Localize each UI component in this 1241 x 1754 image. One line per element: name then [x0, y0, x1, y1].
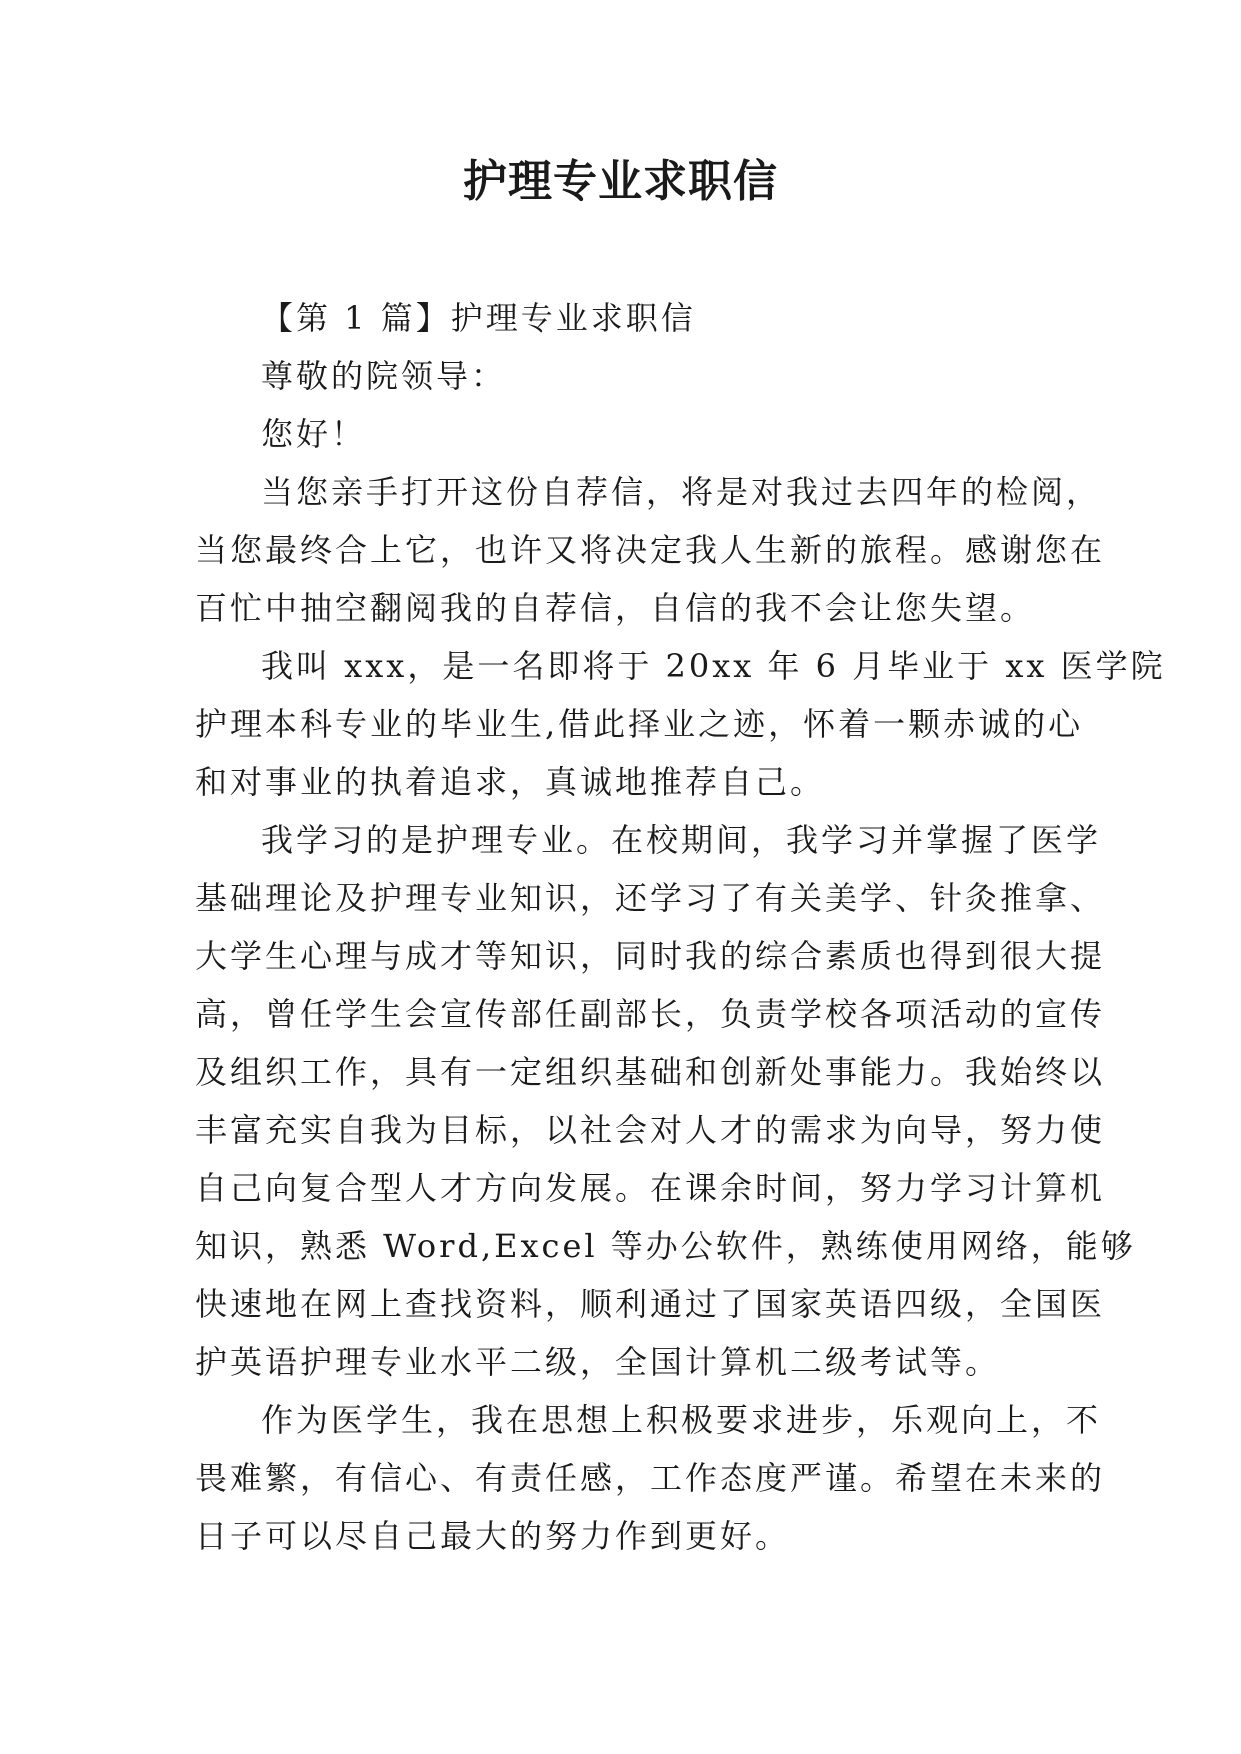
paragraph-line: 知识，熟悉 Word,Excel 等办公软件，熟练使用网络，能够: [195, 1227, 1136, 1265]
paragraph-line: 当您亲手打开这份自荐信，将是对我过去四年的检阅，: [261, 473, 1102, 511]
paragraph-line: 作为医学生，我在思想上积极要求进步，乐观向上，不: [261, 1401, 1102, 1439]
section-heading: 【第 1 篇】护理专业求职信: [261, 299, 696, 337]
paragraph-line: 丰富充实自我为目标，以社会对人才的需求为向导，努力使: [195, 1111, 1106, 1149]
paragraph-line: 当您最终合上它，也许又将决定我人生新的旅程。感谢您在: [195, 531, 1106, 569]
greeting: 您好！: [261, 415, 367, 453]
paragraph-line: 我学习的是护理专业。在校期间，我学习并掌握了医学: [261, 821, 1102, 859]
paragraph-line: 快速地在网上查找资料，顺利通过了国家英语四级，全国医: [195, 1285, 1106, 1323]
paragraph-line: 自己向复合型人才方向发展。在课余时间，努力学习计算机: [195, 1169, 1106, 1207]
paragraph-line: 我叫 xxx，是一名即将于 20xx 年 6 月毕业于 xx 医学院: [261, 647, 1166, 685]
paragraph-line: 畏难繁，有信心、有责任感，工作态度严谨。希望在未来的: [195, 1459, 1106, 1497]
document-title: 护理专业求职信: [463, 156, 778, 207]
paragraph-line: 护理本科专业的毕业生,借此择业之迹，怀着一颗赤诚的心: [195, 705, 1084, 743]
paragraph-line: 大学生心理与成才等知识，同时我的综合素质也得到很大提: [195, 937, 1106, 975]
paragraph-line: 护英语护理专业水平二级，全国计算机二级考试等。: [195, 1343, 1001, 1381]
document-body: [195, 289, 1166, 1565]
paragraph-line: 基础理论及护理专业知识，还学习了有关美学、针灸推拿、: [195, 879, 1106, 917]
salutation: 尊敬的院领导：: [261, 357, 507, 395]
paragraph-line: 和对事业的执着追求，真诚地推荐自己。: [195, 763, 826, 801]
paragraph-line: 及组织工作，具有一定组织基础和创新处事能力。我始终以: [195, 1053, 1106, 1091]
paragraph-line: 高，曾任学生会宣传部任副部长，负责学校各项活动的宣传: [195, 995, 1106, 1033]
paragraph-line: 日子可以尽自己最大的努力作到更好。: [195, 1517, 791, 1555]
paragraph-line: 百忙中抽空翻阅我的自荐信，自信的我不会让您失望。: [195, 589, 1036, 627]
